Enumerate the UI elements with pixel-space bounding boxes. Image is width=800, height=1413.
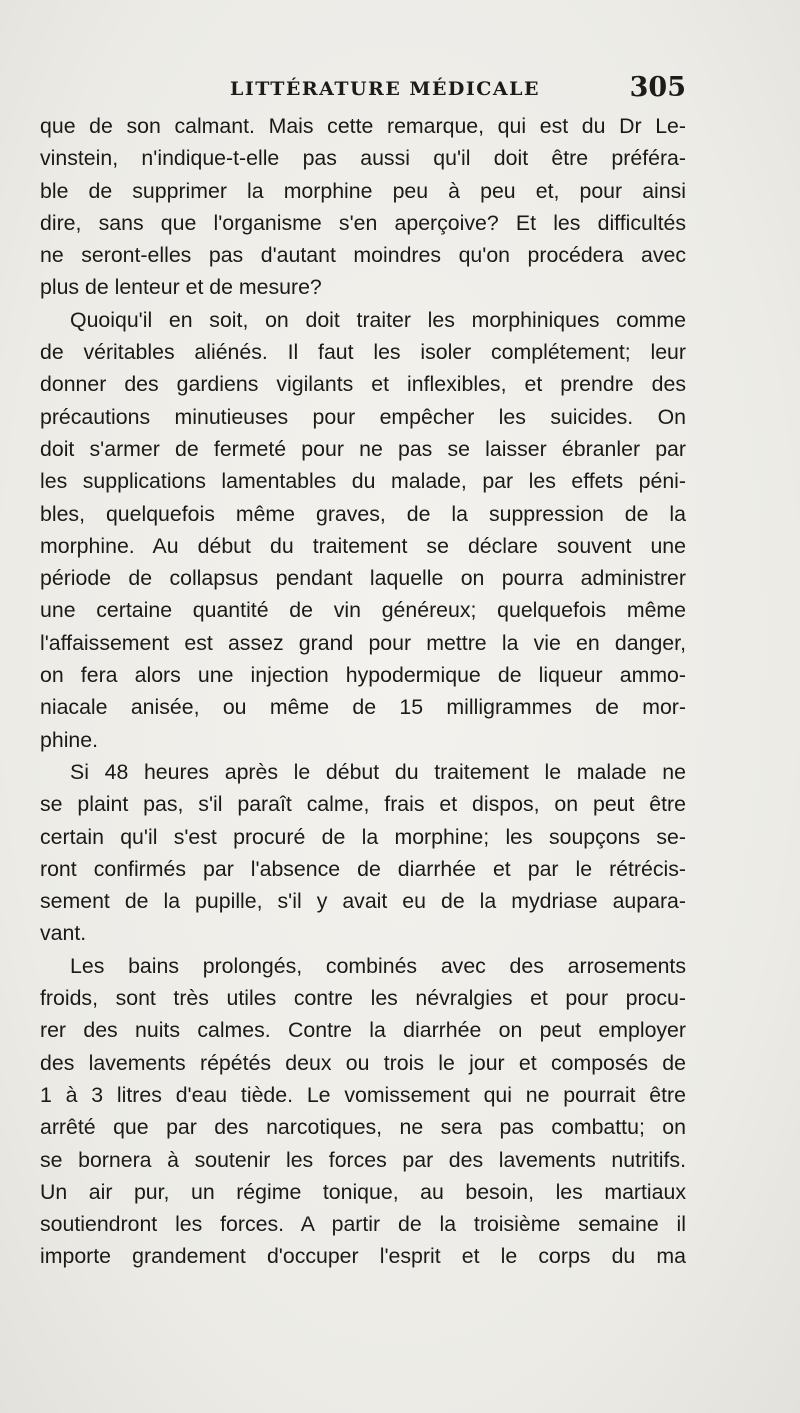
page-number: 305 (629, 72, 686, 103)
running-title: LITTÉRATURE MÉDICALE (230, 78, 540, 100)
text-line: morphine. Au début du traitement se déclare souvent une (40, 533, 686, 558)
text-line: Si 48 heures après le début du traitement le malade ne (70, 759, 686, 784)
text-line: des lavements répétés deux ou trois le jour et composés de (40, 1050, 686, 1075)
text-line: les supplications lamentables du malade, par les effets péni- (40, 469, 686, 494)
text-line: certain qu'il s'est procuré de la morphine; les soupçons se- (40, 824, 686, 849)
text-line: vinstein, n'indique-t-elle pas aussi qu'il doit être préféra- (40, 146, 686, 171)
text-line: se bornera à soutenir les forces par des lavements nutritifs. (40, 1147, 686, 1172)
text-line: doit s'armer de fermeté pour ne pas se laisser ébranler par (40, 436, 686, 461)
text-line: ront confirmés par l'absence de diarrhée et par le rétrécis- (40, 856, 686, 881)
text-line: dire, sans que l'organisme s'en aperçoive? Et les difficultés (40, 210, 686, 235)
text-line: se plaint pas, s'il paraît calme, frais et dispos, on peut être (40, 792, 686, 817)
text-line: ne seront-elles pas d'autant moindres qu'on procédera avec (40, 243, 686, 268)
text-line: de véritables aliénés. Il faut les isoler complétement; leur (40, 340, 686, 365)
text-line: l'affaissement est assez grand pour mettre la vie en danger, (40, 630, 686, 655)
text-line: on fera alors une injection hypodermique de liqueur ammo- (40, 663, 686, 688)
text-line: que de son calmant. Mais cette remarque, qui est du Dr Le- (40, 114, 686, 138)
text-line: ble de supprimer la morphine peu à peu et, pour ainsi (40, 178, 686, 203)
text-line: donner des gardiens vigilants et inflexibles, et prendre des (40, 372, 686, 397)
text-line: importe grandement d'occuper l'esprit et le corps du ma (40, 1244, 686, 1269)
text-line: sement de la pupille, s'il y avait eu de la mydriase aupara- (40, 889, 686, 914)
body-text (40, 110, 686, 1273)
text-line: rer des nuits calmes. Contre la diarrhée on peut employer (40, 1018, 686, 1043)
page-header (40, 72, 686, 104)
text-line: phine. (40, 727, 99, 752)
text-line: vant. (40, 921, 87, 946)
text-line: 1 à 3 litres d'eau tiède. Le vomissement qui ne pourrait être (40, 1082, 686, 1107)
text-line: période de collapsus pendant laquelle on pourra administrer (40, 566, 686, 591)
text-line: niacale anisée, ou même de 15 milligrammes de mor- (40, 695, 686, 720)
text-line: Les bains prolongés, combinés avec des arrosements (70, 953, 686, 978)
text-line: précautions minutieuses pour empêcher les suicides. On (40, 404, 686, 429)
text-line: arrêté que par des narcotiques, ne sera pas combattu; on (40, 1115, 686, 1140)
text-line: bles, quelquefois même graves, de la suppression de la (40, 501, 686, 526)
text-line: Un air pur, un régime tonique, au besoin, les martiaux (40, 1179, 686, 1204)
text-line: soutiendront les forces. A partir de la troisième semaine il (40, 1212, 686, 1237)
text-line: froids, sont très utiles contre les névralgies et pour procu- (40, 986, 686, 1011)
text-line: une certaine quantité de vin généreux; quelquefois même (40, 598, 686, 623)
text-line: plus de lenteur et de mesure? (40, 275, 322, 300)
text-line: Quoiqu'il en soit, on doit traiter les morphiniques comme (70, 307, 686, 332)
